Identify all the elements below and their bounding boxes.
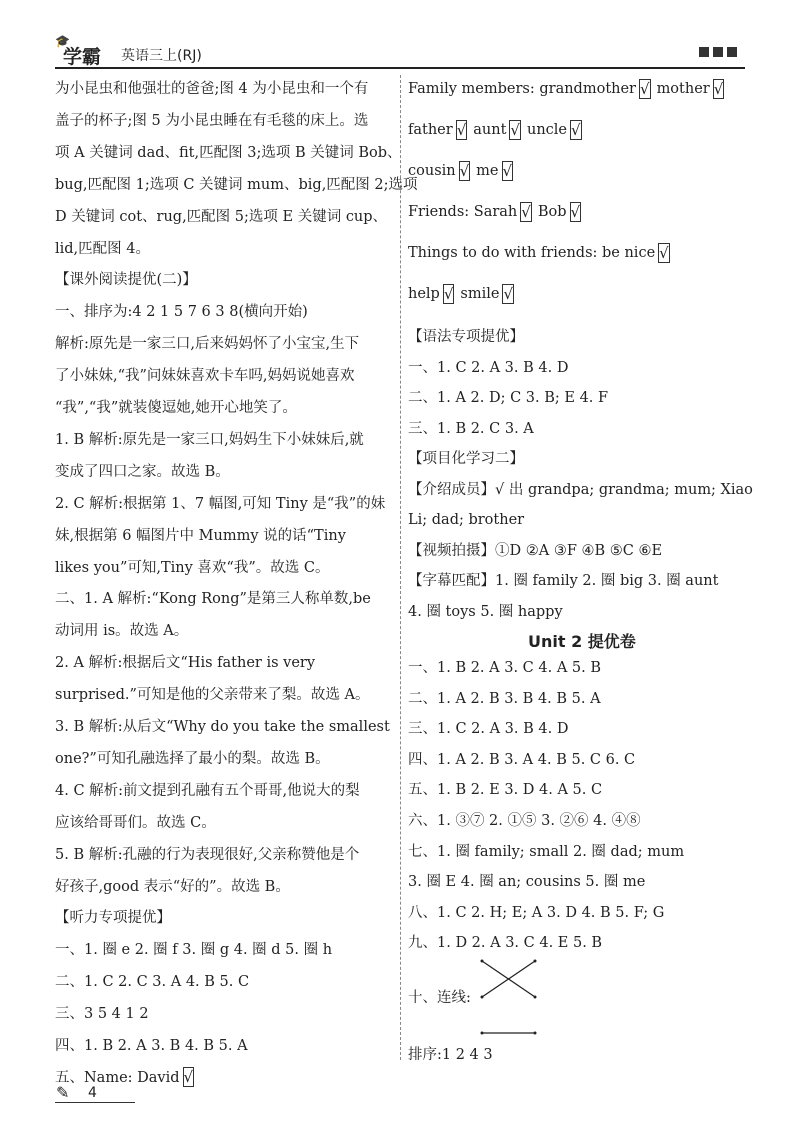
checklist-line xyxy=(408,160,519,182)
brand-logo: 学霸 xyxy=(63,46,102,68)
matching-label: 十、连线: xyxy=(408,990,471,1006)
checkmark-box: √ xyxy=(571,120,581,139)
checklist-label: smile xyxy=(460,286,500,302)
answer-line: 5. B 解析:孔融的行为表现很好,父亲称赞他是个 xyxy=(55,846,360,863)
answer-line: 2. C 解析:根据第 1、7 幅图,可知 Tiny 是“我”的妹 xyxy=(55,495,386,512)
checklist-label: mother xyxy=(656,81,710,97)
answer-line xyxy=(55,1067,200,1089)
answer-line: 盖子的杯子;图 5 为小昆虫睡在有毛毯的床上。选 xyxy=(55,112,369,129)
answer-line: 1. B 解析:原先是一家三口,妈妈生下小妹妹后,就 xyxy=(55,431,364,448)
checklist-label: me xyxy=(476,163,499,179)
checklist-line xyxy=(408,78,730,100)
match-line-3 xyxy=(482,997,535,1013)
answer-line: 3. B 解析:从后文“Why do you take the smallest xyxy=(55,719,390,735)
answer-line: 【视频拍摄】①D ②A ③F ④B ⑤C ⑥E xyxy=(408,542,663,559)
checklist-line xyxy=(408,201,587,223)
answer-line: 四、1. A 2. B 3. A 4. B 5. C 6. C xyxy=(408,751,636,768)
answer-line: lid,匹配图 4。 xyxy=(55,240,151,257)
column-divider xyxy=(400,75,401,1060)
answer-line: 五、1. B 2. E 3. D 4. A 5. C xyxy=(408,782,603,799)
graduation-cap-icon: 🎓 xyxy=(55,34,70,48)
book-title: 英语三上(RJ) xyxy=(121,48,202,64)
checklist-label: uncle xyxy=(526,122,568,138)
answer-line: 妹,根据第 6 幅图片中 Mummy 说的话“Tiny xyxy=(55,527,346,544)
page-header xyxy=(55,34,745,70)
checklist-label: aunt xyxy=(473,122,507,138)
answer-line: 3. 圈 E 4. 圈 an; cousins 5. 圈 me xyxy=(408,874,646,891)
checkmark-box: √ xyxy=(183,1068,194,1087)
header-rule xyxy=(55,67,745,69)
answer-line: 【听力专项提优】 xyxy=(55,910,171,927)
answer-line: likes you”可知,Tiny 喜欢“我”。故选 C。 xyxy=(55,559,330,576)
answer-line: 三、1. B 2. C 3. A xyxy=(408,420,534,437)
answer-line: 好孩子,good 表示“好的”。故选 B。 xyxy=(55,878,290,895)
answer-line: 变成了四口之家。故选 B。 xyxy=(55,463,230,480)
checklist-label: help xyxy=(408,286,440,302)
answer-line: 【课外阅读提优(二)】 xyxy=(55,272,197,289)
pencil-icon: ✎ xyxy=(56,1083,70,1102)
answer-line: 【介绍成员】√ 出 grandpa; grandma; mum; Xiao xyxy=(408,481,753,498)
answer-line: D 关键词 cot、rug,匹配图 5;选项 E 关键词 cup、 xyxy=(55,208,388,225)
answer-line: 【语法专项提优】 xyxy=(408,329,524,345)
answer-line: 一、排序为:4 2 1 5 7 6 3 8(横向开始) xyxy=(55,304,308,321)
answer-line: 2. A 解析:根据后文“His father is very xyxy=(55,655,316,672)
checklist-label: Bob xyxy=(537,204,567,220)
answer-line: 二、1. A 解析:“Kong Rong”是第三人称单数,be xyxy=(55,591,371,608)
answer-line: 二、1. A 2. B 3. B 4. B 5. A xyxy=(408,690,601,707)
answer-line: 二、1. A 2. D; C 3. B; E 4. F xyxy=(408,390,609,406)
answer-line: 应该给哥哥们。故选 C。 xyxy=(55,814,216,831)
answer-line: one?”可知孔融选择了最小的梨。故选 B。 xyxy=(55,750,330,767)
checkmark-box: √ xyxy=(502,161,513,180)
checklist-label: Family members: grandmother xyxy=(408,81,636,97)
checkmark-box: √ xyxy=(459,161,470,180)
answer-line: 项 A 关键词 dad、fit,匹配图 3;选项 B 关键词 Bob、 xyxy=(55,144,402,161)
checkmark-box: √ xyxy=(456,120,467,139)
checkmark-box: √ xyxy=(510,120,520,139)
checklist-label: father xyxy=(408,122,453,138)
checkmark-box: √ xyxy=(713,79,724,98)
unit-title: Unit 2 提优卷 xyxy=(528,632,636,651)
checklist-line xyxy=(408,119,588,141)
answer-line: bug,匹配图 1;选项 C 关键词 mum、big,匹配图 2;选项 xyxy=(55,176,418,193)
answer-line: 九、1. D 2. A 3. C 4. E 5. B xyxy=(408,935,603,952)
answer-line: 解析:原先是一家三口,后来妈妈怀了小宝宝,生下 xyxy=(55,336,360,353)
answer-line: 三、1. C 2. A 3. B 4. D xyxy=(408,721,569,738)
answer-line: surprised.”可知是他的父亲带来了梨。故选 A。 xyxy=(55,687,370,704)
answer-line: 动词用 is。故选 A。 xyxy=(55,623,189,640)
answer-line: 八、1. C 2. H; E; A 3. D 4. B 5. F; G xyxy=(408,904,665,921)
checklist-label: Things to do with friends: be nice xyxy=(408,245,656,261)
answer-text: 五、Name: David xyxy=(55,1069,180,1086)
answer-line: 一、1. 圈 e 2. 圈 f 3. 圈 g 4. 圈 d 5. 圈 h xyxy=(55,942,333,959)
answer-line: 4. C 解析:前文提到孔融有五个哥哥,他说大的梨 xyxy=(55,782,360,799)
answer-line: 一、1. B 2. A 3. C 4. A 5. B xyxy=(408,660,602,676)
checkmark-box: √ xyxy=(443,284,454,303)
page-number: 4 xyxy=(88,1085,97,1101)
checkmark-box: √ xyxy=(640,79,650,98)
checkmark-box: √ xyxy=(503,284,514,303)
answer-line: 七、1. 圈 family; small 2. 圈 dad; mum xyxy=(408,843,685,860)
answer-line: 二、1. C 2. C 3. A 4. B 5. C xyxy=(55,974,250,991)
ordering-answer: 排序:1 2 4 3 xyxy=(408,1047,493,1063)
checkmark-box: √ xyxy=(659,243,669,262)
answer-line: 【字幕匹配】1. 圈 family 2. 圈 big 3. 圈 aunt xyxy=(408,573,719,589)
answer-line: 四、1. B 2. A 3. B 4. B 5. A xyxy=(55,1038,248,1054)
checklist-label: cousin xyxy=(408,163,456,179)
answer-line: 4. 圈 toys 5. 圈 happy xyxy=(408,603,563,620)
answer-line: 六、1. ③⑦ 2. ①⑤ 3. ②⑥ 4. ④⑧ xyxy=(408,813,641,829)
matching-lines-figure xyxy=(477,955,547,1035)
header-decoration xyxy=(699,47,739,57)
answer-line: “我”,“我”就装傻逗她,她开心地笑了。 xyxy=(55,400,297,416)
checklist-line xyxy=(408,242,676,264)
answer-line: 三、3 5 4 1 2 xyxy=(55,1006,149,1023)
checklist-line xyxy=(408,283,520,305)
checklist-label: Friends: Sarah xyxy=(408,204,518,220)
answer-line: Li; dad; brother xyxy=(408,512,525,528)
checkmark-box: √ xyxy=(570,202,581,221)
answer-line: 了小妹妹,“我”问妹妹喜欢卡车吗,妈妈说她喜欢 xyxy=(55,368,355,385)
answer-line: 为小昆虫和他强壮的爸爸;图 4 为小昆虫和一个有 xyxy=(55,81,369,97)
checkmark-box: √ xyxy=(521,202,531,221)
answer-line: 【项目化学习二】 xyxy=(408,451,524,467)
footer-rule xyxy=(55,1102,135,1103)
answer-line: 一、1. C 2. A 3. B 4. D xyxy=(408,359,569,376)
